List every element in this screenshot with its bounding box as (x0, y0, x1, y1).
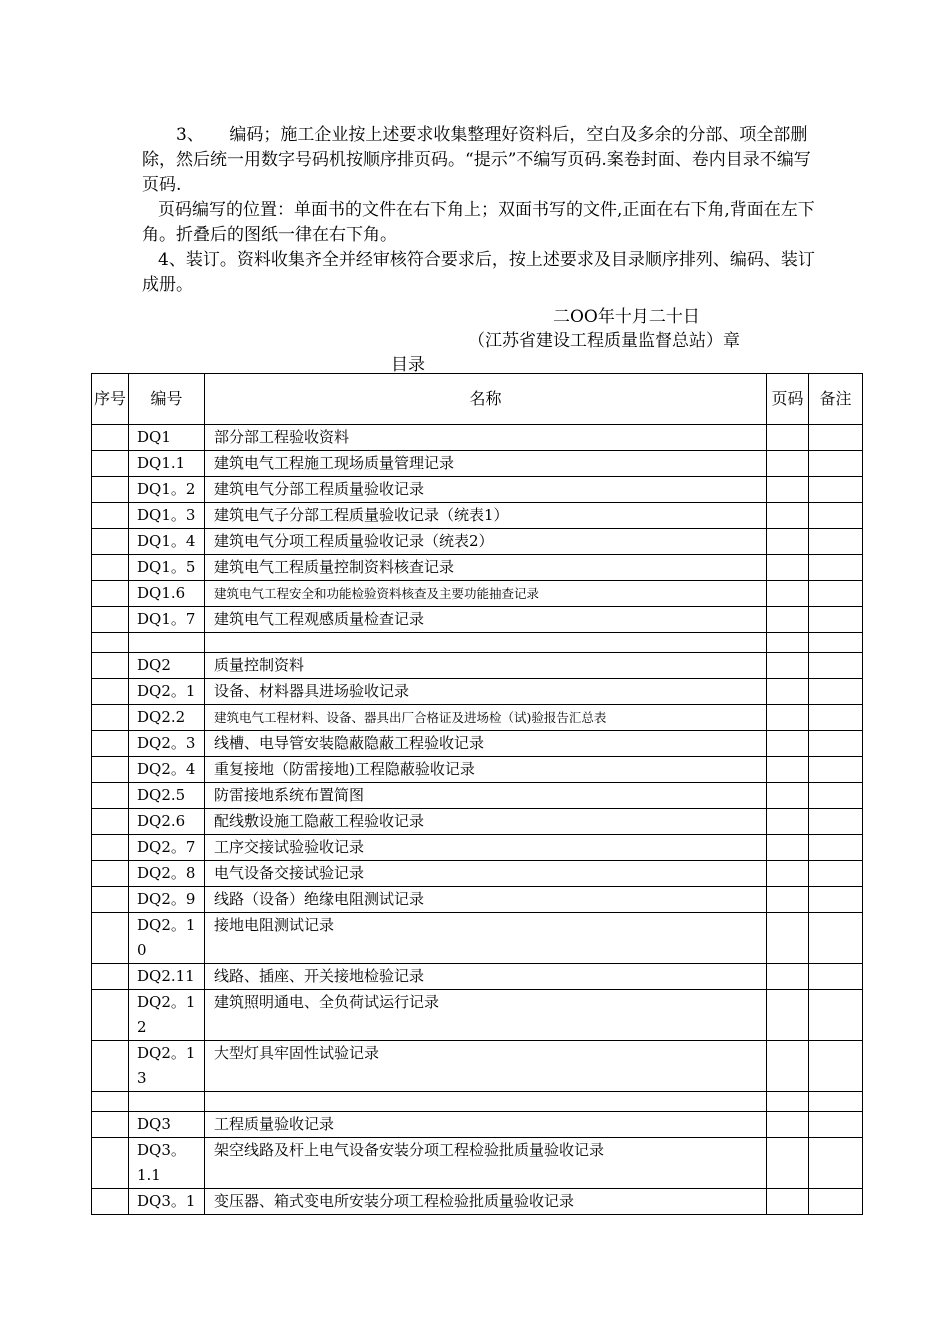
row-name: 大型灯具牢固性试验记录 (205, 1041, 767, 1092)
table-row (92, 1189, 863, 1215)
row-name: 架空线路及杆上电气设备安装分项工程检验批质量验收记录 (205, 1138, 767, 1189)
instruction-numbering: 3、 编码；施工企业按上述要求收集整理好资料后，空白及多余的分部、项全部删除，然后统一用数字号码机按顺序排页码。“提示”不编写页码.案卷封面、卷内目录不编写页码. (142, 125, 811, 195)
row-code: DQ3。1.1 (129, 1138, 205, 1189)
row-code: DQ2。13 (129, 1041, 205, 1092)
row-code (129, 633, 205, 653)
row-name: 建筑电气工程质量控制资料核查记录 (205, 555, 767, 581)
row-name: 变压器、箱式变电所安装分项工程检验批质量验收记录 (205, 1189, 767, 1215)
row-name: 建筑电气工程安全和功能检验资料核查及主要功能抽查记录 (205, 581, 767, 607)
table-row (92, 964, 863, 990)
table-row (92, 425, 863, 451)
row-name (205, 1092, 767, 1112)
header-note: 备注 (809, 374, 863, 425)
table-row (92, 555, 863, 581)
header-seq: 序号 (92, 374, 129, 425)
row-code: DQ1.6 (129, 581, 205, 607)
row-name: 建筑电气分项工程质量验收记录（统表2） (205, 529, 767, 555)
row-code: DQ1。3 (129, 503, 205, 529)
table-row (92, 451, 863, 477)
table-row (92, 1138, 863, 1189)
row-name: 线路、插座、开关接地检验记录 (205, 964, 767, 990)
header-page: 页码 (767, 374, 809, 425)
row-name: 工程质量验收记录 (205, 1112, 767, 1138)
row-name: 防雷接地系统布置简图 (205, 783, 767, 809)
row-code: DQ2.5 (129, 783, 205, 809)
signature-date: 二OO年十月二十日 (553, 307, 700, 327)
row-code: DQ3 (129, 1112, 205, 1138)
table-row (92, 835, 863, 861)
table-row-blank (92, 1092, 863, 1112)
toc-title: 目录 (391, 355, 425, 375)
table-row-blank (92, 633, 863, 653)
row-name: 配线敷设施工隐蔽工程验收记录 (205, 809, 767, 835)
row-name: 建筑电气分部工程质量验收记录 (205, 477, 767, 503)
table-row (92, 1112, 863, 1138)
row-code: DQ2.6 (129, 809, 205, 835)
row-name: 建筑电气工程观感质量检查记录 (205, 607, 767, 633)
table-row (92, 607, 863, 633)
row-code: DQ2。3 (129, 731, 205, 757)
table-row (92, 705, 863, 731)
table-row (92, 679, 863, 705)
table-row (92, 913, 863, 964)
table-row (92, 809, 863, 835)
row-code: DQ2.2 (129, 705, 205, 731)
row-name: 设备、材料器具进场验收记录 (205, 679, 767, 705)
table-row (92, 861, 863, 887)
table-row (92, 990, 863, 1041)
row-code: DQ2 (129, 653, 205, 679)
row-name: 工序交接试验验收记录 (205, 835, 767, 861)
row-code: DQ2。1 (129, 679, 205, 705)
toc-header-row (92, 374, 863, 425)
row-code: DQ2。8 (129, 861, 205, 887)
row-code: DQ1 (129, 425, 205, 451)
row-code: DQ2。7 (129, 835, 205, 861)
header-name: 名称 (205, 374, 767, 425)
row-name: 线路（设备）绝缘电阻测试记录 (205, 887, 767, 913)
row-code: DQ1。5 (129, 555, 205, 581)
instruction-page-position: 页码编写的位置：单面书的文件在右下角上；双面书写的文件,正面在右下角,背面在左下角。折叠后的图纸一律在右下角。 (142, 200, 815, 245)
toc-table (91, 373, 863, 1215)
row-name: 建筑照明通电、全负荷试运行记录 (205, 990, 767, 1041)
row-code: DQ2。10 (129, 913, 205, 964)
header-code: 编号 (129, 374, 205, 425)
table-row (92, 1041, 863, 1092)
row-name: 质量控制资料 (205, 653, 767, 679)
row-code: DQ2.11 (129, 964, 205, 990)
table-row (92, 783, 863, 809)
row-name: 建筑电气工程施工现场质量管理记录 (205, 451, 767, 477)
table-row (92, 477, 863, 503)
row-name: 电气设备交接试验记录 (205, 861, 767, 887)
row-name: 重复接地（防雷接地)工程隐蔽验收记录 (205, 757, 767, 783)
table-row (92, 887, 863, 913)
signature-org: （江苏省建设工程质量监督总站）章 (468, 331, 740, 351)
table-row (92, 503, 863, 529)
table-row (92, 653, 863, 679)
instruction-binding: 4、装订。资料收集齐全并经审核符合要求后，按上述要求及目录顺序排列、编码、装订成册。 (142, 250, 815, 295)
row-name: 部分部工程验收资料 (205, 425, 767, 451)
row-name: 线槽、电导管安装隐蔽隐蔽工程验收记录 (205, 731, 767, 757)
table-row (92, 757, 863, 783)
row-name: 建筑电气工程材料、设备、器具出厂合格证及进场检（试)验报告汇总表 (205, 705, 767, 731)
row-name: 接地电阻测试记录 (205, 913, 767, 964)
row-code: DQ2。12 (129, 990, 205, 1041)
row-code: DQ3。1 (129, 1189, 205, 1215)
row-code: DQ1。2 (129, 477, 205, 503)
row-name: 建筑电气子分部工程质量验收记录（统表1） (205, 503, 767, 529)
row-code: DQ1。4 (129, 529, 205, 555)
row-code: DQ1.1 (129, 451, 205, 477)
row-code (129, 1092, 205, 1112)
row-code: DQ2。9 (129, 887, 205, 913)
table-row (92, 731, 863, 757)
table-row (92, 529, 863, 555)
table-row (92, 581, 863, 607)
row-code: DQ2。4 (129, 757, 205, 783)
row-name (205, 633, 767, 653)
row-code: DQ1。7 (129, 607, 205, 633)
